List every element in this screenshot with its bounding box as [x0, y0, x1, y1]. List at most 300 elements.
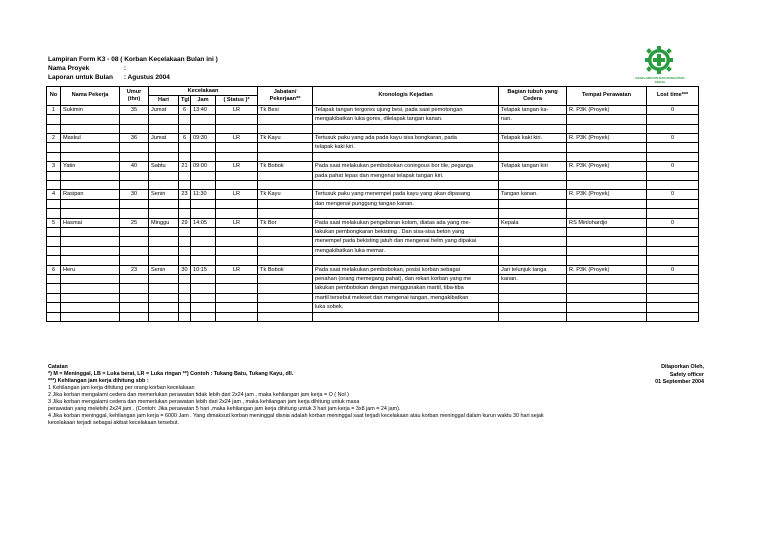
cell-day: [149, 275, 179, 284]
cell-day: Sabtu: [149, 162, 179, 171]
cell-chronology: martil tersebut meleset dan mengenai tangan, mengakibatkan: [313, 293, 499, 302]
cell-status: [216, 181, 258, 190]
cell-chronology: [313, 124, 499, 133]
signer-role: Safety officer: [669, 371, 704, 378]
cell-age: [120, 209, 149, 218]
cell-place: [567, 293, 647, 302]
cell-chronology: Pada saat melakukan pembobokan, posisi korban sebagai: [313, 265, 499, 274]
cell-date: 6: [179, 105, 191, 114]
cell-lost-time: 0: [647, 218, 699, 227]
cell-name: Heru: [61, 265, 120, 274]
cell-age: [120, 237, 149, 246]
cell-no: 1: [47, 105, 61, 114]
cell-body-part: [499, 228, 567, 237]
table-row: [47, 293, 699, 302]
cell-day: [149, 124, 179, 133]
cell-age: 35: [120, 105, 149, 114]
project-value: :: [123, 65, 126, 72]
table-row: [47, 199, 699, 208]
cell-status: LR: [216, 105, 258, 114]
cell-day: [149, 293, 179, 302]
cell-age: 40: [120, 162, 149, 171]
cell-no: [47, 199, 61, 208]
cell-position: Tk Kayu: [258, 190, 313, 199]
cell-chronology: Pada saat melakukan pembobokan coningous bor tile, peganga: [313, 162, 499, 171]
cell-day: [149, 303, 179, 312]
cell-status: [216, 199, 258, 208]
table-row: [47, 171, 699, 180]
table-row: [47, 228, 699, 237]
cell-age: [120, 256, 149, 265]
cell-time: 09:30: [191, 133, 216, 142]
cell-name: [61, 209, 120, 218]
cell-age: [120, 312, 149, 321]
cell-no: 5: [47, 218, 61, 227]
cell-place: [567, 246, 647, 255]
cell-date: [179, 303, 191, 312]
header-name: Nama Pekerja: [61, 87, 120, 106]
cell-date: [179, 124, 191, 133]
cell-lost-time: [647, 181, 699, 190]
cell-date: [179, 152, 191, 161]
cell-day: [149, 143, 179, 152]
cell-chronology: Tertusuk paku yang ada pada kayu sisa bongkaran, pada: [313, 133, 499, 142]
cell-name: [61, 181, 120, 190]
cell-body-part: [499, 143, 567, 152]
header-day: Hari: [149, 96, 179, 105]
cell-no: [47, 256, 61, 265]
cell-day: Jumat: [149, 133, 179, 142]
cell-position: [258, 115, 313, 124]
cell-chronology: dan mengenai punggung tangan kanan.: [313, 199, 499, 208]
cell-body-part: [499, 303, 567, 312]
cell-no: [47, 303, 61, 312]
cell-age: [120, 124, 149, 133]
logo-caption: KESELAMATAN DAN KESEHATAN KERJA: [635, 76, 685, 84]
table-row: [47, 237, 699, 246]
notes-item-3: 3 Jika korban mengalami cedera dan memerlukan perawatan lebih dari 2x24 jam , maka kehilangan jam kerja dihitung untuk masa: [48, 399, 360, 405]
cell-name: [61, 199, 120, 208]
cell-date: [179, 181, 191, 190]
cell-body-part: Telapak tangan kiri: [499, 162, 567, 171]
cell-day: [149, 312, 179, 321]
cell-lost-time: [647, 237, 699, 246]
cell-place: [567, 228, 647, 237]
cell-body-part: [499, 209, 567, 218]
cell-no: [47, 115, 61, 124]
cell-time: [191, 275, 216, 284]
cell-lost-time: [647, 199, 699, 208]
cell-time: [191, 256, 216, 265]
header-body-part: Bagian tubuh yang Cedera: [499, 87, 567, 106]
cell-position: Tk Besi: [258, 105, 313, 114]
cell-body-part: [499, 124, 567, 133]
cell-date: [179, 275, 191, 284]
cell-chronology: Tertusuk paku yang menempel pada kayu yang akan dipasang: [313, 190, 499, 199]
cell-status: [216, 237, 258, 246]
cell-body-part: [499, 284, 567, 293]
cell-no: [47, 284, 61, 293]
cell-status: [216, 228, 258, 237]
cell-body-part: [499, 237, 567, 246]
cell-status: [216, 152, 258, 161]
cell-date: [179, 256, 191, 265]
header-no: No: [47, 87, 61, 106]
cell-position: Tk Bobok: [258, 265, 313, 274]
cell-date: 6: [179, 133, 191, 142]
cell-lost-time: 0: [647, 190, 699, 199]
cell-place: [567, 171, 647, 180]
signature-date: 01 September 2004: [655, 379, 704, 386]
cell-name: [61, 152, 120, 161]
cell-no: [47, 293, 61, 302]
cell-age: [120, 181, 149, 190]
cell-age: [120, 275, 149, 284]
cell-date: [179, 246, 191, 255]
cell-age: [120, 152, 149, 161]
notes-item-4: 4 Jika korban meninggal, kehilangan jam kerja = 6000 Jam . Yang dimaksud korban meninggal disnia adalah korban meninggal saat terjadi kecelakaan atau korban meninggal dalam kurun waktu 30 hari sejak: [48, 413, 544, 419]
cell-status: LR: [216, 218, 258, 227]
cell-name: [61, 275, 120, 284]
cell-chronology: penahan (orang memegang pahat), dan rekan korban yang me: [313, 275, 499, 284]
cell-day: [149, 152, 179, 161]
cell-time: [191, 124, 216, 133]
cell-position: [258, 284, 313, 293]
cell-name: [61, 228, 120, 237]
cell-place: [567, 256, 647, 265]
cell-place: [567, 115, 647, 124]
header-status: ( Status )*: [216, 96, 258, 105]
cell-chronology: mengakibatkan luka gores, dilelapak tangan kanan.: [313, 115, 499, 124]
header-time: Jam: [191, 96, 216, 105]
cell-name: [61, 303, 120, 312]
cell-place: [567, 284, 647, 293]
cell-time: 10:15: [191, 265, 216, 274]
cell-body-part: Jari telunjuk tanga: [499, 265, 567, 274]
cell-no: [47, 171, 61, 180]
cell-position: [258, 293, 313, 302]
cell-no: [47, 209, 61, 218]
cell-status: [216, 284, 258, 293]
cell-lost-time: 0: [647, 265, 699, 274]
cell-position: [258, 275, 313, 284]
cell-age: [120, 284, 149, 293]
cell-body-part: [499, 246, 567, 255]
cell-status: [216, 275, 258, 284]
cell-name: [61, 284, 120, 293]
cell-age: [120, 303, 149, 312]
table-row: [47, 265, 699, 274]
cell-day: Jumat: [149, 105, 179, 114]
table-row: [47, 162, 699, 171]
cell-chronology: lakukan pembobokan dengan menggunakan martil, tiba-tiba: [313, 284, 499, 293]
cell-name: Rasipan: [61, 190, 120, 199]
table-row: [47, 115, 699, 124]
cell-position: [258, 237, 313, 246]
cell-place: R. P3K (Proyek): [567, 162, 647, 171]
cell-chronology: pada pahat lepas dan mengenai telapak tangan kiri.: [313, 171, 499, 180]
cell-no: [47, 124, 61, 133]
cell-position: [258, 171, 313, 180]
header-age: Umur (thn): [120, 87, 149, 106]
table-row: [47, 181, 699, 190]
cell-lost-time: [647, 256, 699, 265]
table-row: [47, 218, 699, 227]
cell-time: [191, 284, 216, 293]
accident-victims-table: [46, 86, 699, 322]
cell-age: [120, 246, 149, 255]
cell-position: [258, 152, 313, 161]
cell-age: 23: [120, 265, 149, 274]
notes: [48, 364, 544, 427]
period-row: [48, 74, 170, 81]
cell-date: [179, 209, 191, 218]
cell-time: [191, 199, 216, 208]
cell-day: [149, 256, 179, 265]
notes-title: Catatan: [48, 364, 68, 370]
cell-no: [47, 237, 61, 246]
cell-lost-time: 0: [647, 133, 699, 142]
cell-date: [179, 115, 191, 124]
cell-chronology: [313, 181, 499, 190]
period-label: Laporan untuk Bulan: [48, 74, 113, 81]
table-row: [47, 312, 699, 321]
cell-date: 30: [179, 265, 191, 274]
cell-chronology: mengakibatkan luka memar.: [313, 246, 499, 255]
cell-no: 2: [47, 133, 61, 142]
cell-place: R. P3K (Proyek): [567, 190, 647, 199]
cell-age: [120, 293, 149, 302]
cell-status: [216, 209, 258, 218]
cell-chronology: luka sobek.: [313, 303, 499, 312]
table-row: [47, 246, 699, 255]
cell-status: [216, 246, 258, 255]
table-body: [47, 105, 699, 321]
cell-status: [216, 256, 258, 265]
header-date: Tgl: [179, 96, 191, 105]
cell-date: [179, 228, 191, 237]
cell-position: [258, 199, 313, 208]
header-accident: Kecelakaan: [149, 87, 258, 96]
project-row: [48, 65, 126, 72]
cell-time: [191, 115, 216, 124]
cell-lost-time: [647, 246, 699, 255]
cell-day: Senin: [149, 190, 179, 199]
cell-lost-time: [647, 293, 699, 302]
cell-age: [120, 143, 149, 152]
cell-day: [149, 115, 179, 124]
cell-time: 11:30: [191, 190, 216, 199]
cell-no: [47, 181, 61, 190]
cell-body-part: [499, 199, 567, 208]
cell-place: [567, 124, 647, 133]
cell-name: [61, 293, 120, 302]
cell-lost-time: [647, 275, 699, 284]
cell-day: [149, 181, 179, 190]
cell-place: [567, 237, 647, 246]
cell-no: [47, 275, 61, 284]
project-label: Nama Proyek: [48, 65, 90, 72]
table-row: [47, 209, 699, 218]
cell-name: [61, 143, 120, 152]
cell-day: [149, 171, 179, 180]
cell-status: [216, 312, 258, 321]
cell-date: [179, 199, 191, 208]
cell-time: [191, 246, 216, 255]
cell-position: [258, 181, 313, 190]
cell-place: [567, 303, 647, 312]
cell-name: [61, 124, 120, 133]
cell-no: [47, 246, 61, 255]
signature-block: [620, 364, 704, 387]
table-row: [47, 152, 699, 161]
cell-name: Yatin: [61, 162, 120, 171]
cell-no: 6: [47, 265, 61, 274]
cell-lost-time: [647, 209, 699, 218]
cell-chronology: [313, 256, 499, 265]
cell-age: [120, 115, 149, 124]
cell-date: 21: [179, 162, 191, 171]
cell-lost-time: [647, 115, 699, 124]
cell-no: [47, 143, 61, 152]
table-row: [47, 124, 699, 133]
cell-place: RS Minlohardjo: [567, 218, 647, 227]
cell-lost-time: [647, 171, 699, 180]
notes-item-4-cont: kecelakaan terjadi sebagai akibat kecelakaan tersebut.: [48, 420, 179, 426]
period-value: : Agustus 2004: [123, 74, 170, 81]
cell-day: [149, 284, 179, 293]
cell-body-part: Telapak tangan ka-: [499, 105, 567, 114]
header-place: Tempat Perawatan: [567, 87, 647, 106]
cell-date: 29: [179, 218, 191, 227]
cell-body-part: [499, 181, 567, 190]
header-lost-time: Lost time***: [647, 87, 699, 106]
cell-age: [120, 171, 149, 180]
cell-chronology: Telapak tangan tergores ujung besi, pada saat pemotongan: [313, 105, 499, 114]
cell-day: [149, 237, 179, 246]
cell-position: [258, 209, 313, 218]
cell-place: R. P3K (Proyek): [567, 105, 647, 114]
cell-lost-time: [647, 228, 699, 237]
document-title: Lampiran Form K3 - 08 ( Korban Kecelakaan Bulan ini ): [48, 56, 218, 63]
cell-age: 36: [120, 133, 149, 142]
cell-body-part: [499, 293, 567, 302]
cell-lost-time: 0: [647, 105, 699, 114]
cell-lost-time: [647, 152, 699, 161]
cell-lost-time: 0: [647, 162, 699, 171]
cell-date: [179, 312, 191, 321]
table-row: [47, 284, 699, 293]
cell-no: 4: [47, 190, 61, 199]
cell-name: [61, 246, 120, 255]
cell-position: Tk Bobok: [258, 162, 313, 171]
cell-position: [258, 303, 313, 312]
cell-chronology: menempel pada bekisting jatuh dan mengenai helm yang dipakai: [313, 237, 499, 246]
cell-day: [149, 199, 179, 208]
cell-place: [567, 181, 647, 190]
cell-body-part: Kepala: [499, 218, 567, 227]
cell-position: [258, 246, 313, 255]
cell-date: [179, 143, 191, 152]
cell-age: 25: [120, 218, 149, 227]
cell-position: [258, 256, 313, 265]
cell-time: [191, 209, 216, 218]
cell-name: Maskul: [61, 133, 120, 142]
cell-position: [258, 143, 313, 152]
notes-lost-time-title: ***) Kehilangan jam kerja dihitung sbb :: [48, 378, 149, 384]
cell-time: 14:05: [191, 218, 216, 227]
cell-day: [149, 209, 179, 218]
header-position: Jabatan/ Pekerjaan**: [258, 87, 313, 106]
cell-day: Senin: [149, 265, 179, 274]
notes-legend: *) M = Meninggal, LB = Luka berat, LR = Luka ringan **) Contoh : Tukang Batu, Tukang Kayu, dll.: [48, 371, 294, 377]
cell-name: [61, 312, 120, 321]
cell-status: LR: [216, 162, 258, 171]
cell-time: [191, 171, 216, 180]
cell-age: [120, 228, 149, 237]
cell-no: 3: [47, 162, 61, 171]
cell-time: [191, 228, 216, 237]
cell-day: Minggu: [149, 218, 179, 227]
cell-name: Sukimin: [61, 105, 120, 114]
notes-item-1: 1 Kehilangan jam kerja dihitung per orang korban kecelakaan: [48, 385, 195, 391]
cell-status: [216, 171, 258, 180]
table-row: [47, 105, 699, 114]
cell-date: 23: [179, 190, 191, 199]
table-row: [47, 275, 699, 284]
cell-lost-time: [647, 303, 699, 312]
cell-lost-time: [647, 284, 699, 293]
cell-name: [61, 256, 120, 265]
cell-day: [149, 228, 179, 237]
cell-age: [120, 199, 149, 208]
cell-position: Tk Kayu: [258, 133, 313, 142]
cell-status: LR: [216, 133, 258, 142]
reported-by: Dilaporkan Oleh,: [661, 364, 704, 370]
cell-name: Hasmai: [61, 218, 120, 227]
cell-lost-time: [647, 124, 699, 133]
cell-chronology: Pada saat melakukan pengeboran kolom, diatas ada yang me-: [313, 218, 499, 227]
cell-status: [216, 293, 258, 302]
cell-place: [567, 275, 647, 284]
cell-time: [191, 312, 216, 321]
cell-chronology: [313, 209, 499, 218]
cell-date: [179, 293, 191, 302]
notes-item-2: 2 Jika korban mengalami cedera dan memerlukan perawatan tidak lebih dari 2x24 jam , maka kehilangan jam kerja = O ( Nol ): [48, 392, 349, 398]
cell-place: R. P3K (Proyek): [567, 133, 647, 142]
cell-date: [179, 171, 191, 180]
cell-body-part: [499, 256, 567, 265]
cell-lost-time: [647, 312, 699, 321]
cell-position: Tk Bor: [258, 218, 313, 227]
cell-place: [567, 199, 647, 208]
cell-no: [47, 228, 61, 237]
cell-date: [179, 237, 191, 246]
table-row: [47, 303, 699, 312]
cell-day: [149, 246, 179, 255]
table-row: [47, 256, 699, 265]
cell-place: [567, 152, 647, 161]
cell-time: [191, 237, 216, 246]
cell-no: [47, 312, 61, 321]
cell-time: 13:40: [191, 105, 216, 114]
cell-body-part: Tangan kanan.: [499, 190, 567, 199]
cell-status: [216, 303, 258, 312]
cell-body-part: nan.: [499, 115, 567, 124]
cell-chronology: [313, 312, 499, 321]
table-row: [47, 190, 699, 199]
cell-date: [179, 284, 191, 293]
